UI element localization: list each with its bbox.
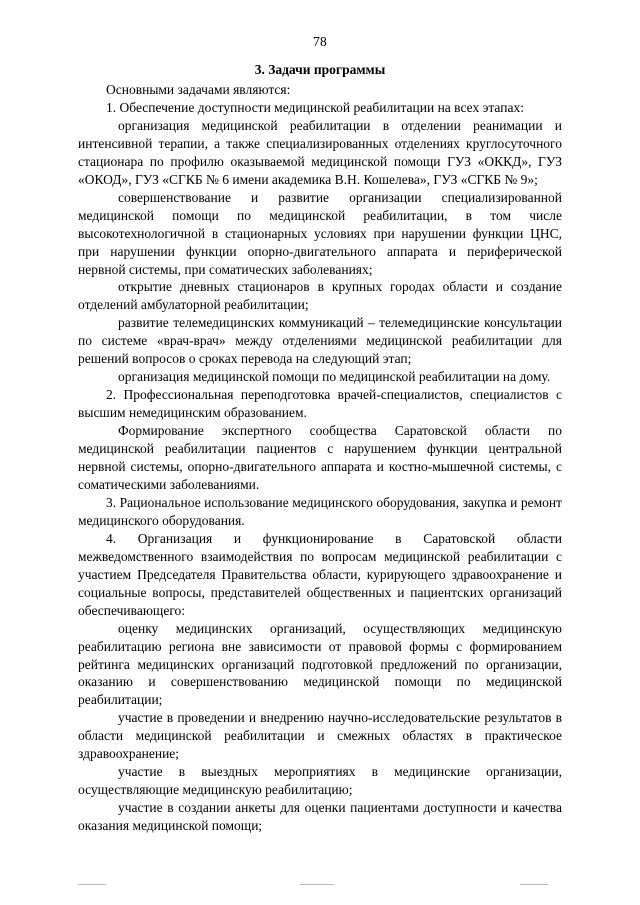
paragraph: 2. Профессиональная переподготовка врачей-специалистов, специалистов с высшим немедицинским образованием. [78,387,562,421]
paragraph: 3. Рациональное использование медицинского оборудования, закупка и ремонт медицинского оборудования. [78,494,562,528]
paragraph: участие в выездных мероприятиях в медицинские организации, осуществляющие медицинскую реабилитацию; [78,764,562,798]
footer-scan-marks [0,877,640,887]
paragraph: развитие телемедицинских коммуникаций – телемедицинские консультации по системе «врач-врач» между отделениями медицинской реабилитации для решений вопросов о сроках перевода на следующий этап; [78,315,562,367]
scan-mark [300,884,334,885]
paragraph: 4. Организация и функционирование в Саратовской области межведомственного взаимодействия по вопросам медицинской реабилитации с участием Председателя Правительства области, курирующего здравоохранение и социальные вопросы, представителей общественных и пациентских организаций обеспечивающего: [78,530,562,618]
scan-mark [78,884,106,885]
section-title: 3. Задачи программы [254,62,386,77]
paragraph: участие в создании анкеты для оценки пациентами доступности и качества оказания медицинской помощи; [78,800,562,834]
paragraph: 1. Обеспечение доступности медицинской реабилитации на всех этапах: [106,99,524,115]
paragraph: оценку медицинских организаций, осуществляющих медицинскую реабилитацию региона вне зависимости от правовой формы с формированием рейтинга медицинских организаций подготовкой предложений по организации, оказанию и совершенствованию медицинской помощи по медицинской реабилитации; [78,620,562,708]
paragraph: Основными задачами являются: [106,82,291,97]
scan-mark [520,884,548,885]
page-number: 78 [313,34,327,49]
paragraph: Формирование экспертного сообщества Саратовской области по медицинской реабилитации пациентов с нарушением функции центральной нервной системы, опорно-двигательного аппарата и костно-мышечной системы, с соматическими заболеваниями. [78,423,562,492]
paragraph: совершенствование и развитие организации специализированной медицинской помощи по медицинской реабилитации, в том числе высокотехнологичной в стационарных условиях при нарушении функции ЦНС, при нарушении функции опорно-двигательного аппарата и периферической нервной системы, при соматических заболеваниях; [78,189,562,277]
paragraph: организация медицинской помощи по медицинской реабилитации на дому. [118,369,551,385]
paragraph: организация медицинской реабилитации в отделении реанимации и интенсивной терапии, а также специализированных отделениях круглосуточного стационара по профилю оказываемой медицинской помощи ГУЗ «ОККД», ГУЗ «ОКОД», ГУЗ «СГКБ № 6 имени академика В.Н. Кошелева», ГУЗ «СГКБ № 9»; [78,117,562,187]
paragraph: участие в проведении и внедрению научно-исследовательские результатов в области медицинской реабилитации и смежных областях в практическое здравоохранение; [78,710,562,762]
paragraph: открытие дневных стационаров в крупных городах области и создание отделений амбулаторной реабилитации; [78,279,562,313]
